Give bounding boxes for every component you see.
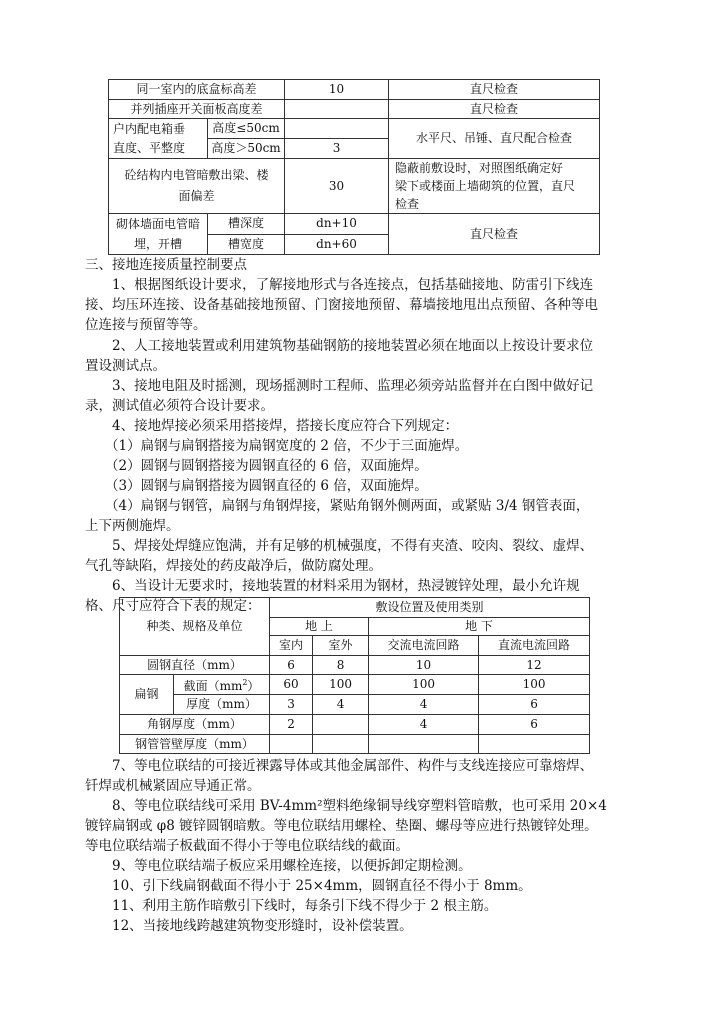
paragraph-line: 1、根据图纸设计要求，了解接地形式与各连接点，包括基础接地、防雷引下线连 <box>112 277 594 293</box>
table-cell <box>389 159 600 214</box>
table-cell: 并列插座开关面板高度差 <box>109 100 285 119</box>
table-cell: 圆钢直径（mm） <box>120 656 270 675</box>
table-cell: 扁钢 <box>120 675 174 715</box>
table-cell: 角钢厚度（mm） <box>120 715 270 735</box>
paragraph-line: 等电位联结端子板截面不得小于等电位联结线的截面。 <box>85 838 409 854</box>
table-cell <box>174 675 270 695</box>
table-cell: 钢管管壁厚度（mm） <box>120 735 270 754</box>
paragraph-line: （1）扁钢与扁钢搭接为扁钢宽度的 2 倍，不少于三面施焊。 <box>105 438 469 454</box>
table-cell <box>369 735 479 754</box>
table-cell: 6 <box>479 715 590 735</box>
paragraph-line: 10、引下线扁钢截面不得小于 25×4mm，圆钢直径不得小于 8mm。 <box>112 878 532 894</box>
paragraph-line: 镀锌扁钢或 φ8 镀锌圆钢暗敷。等电位联结用螺栓、垫圈、螺母等应进行热镀锌处理。 <box>85 818 598 834</box>
table-cell: 3 <box>270 695 313 715</box>
table-cell <box>109 119 208 159</box>
table-row <box>109 159 600 214</box>
table-cell: 12 <box>479 656 590 675</box>
table-cell <box>479 735 590 754</box>
cell-line: 梁下或楼面上墙砌筑的位置，直尺 <box>395 179 576 193</box>
paragraph-line: 上下两侧施焊。 <box>85 518 180 534</box>
table-header: 种类、规格及单位 <box>120 598 270 656</box>
paragraph-line: 2、人工接地装置或利用建筑物基础钢筋的接地装置必须在地面以上按设计要求位 <box>112 338 594 354</box>
table-row <box>109 214 600 235</box>
cell-text: ） <box>247 679 260 693</box>
paragraph-line: 位连接与预留等等。 <box>85 317 207 333</box>
table-header: 室外 <box>313 636 369 656</box>
table-cell: 10 <box>285 80 389 100</box>
table-header: 交流电流回路 <box>369 636 479 656</box>
tolerance-table <box>108 79 600 255</box>
table-row <box>120 675 590 695</box>
table-row <box>120 715 590 735</box>
section-title: 三、接地连接质量控制要点 <box>85 257 247 273</box>
table-row <box>120 735 590 754</box>
table-cell <box>285 119 389 139</box>
cell-line: 砌体墙面电管暗 <box>115 217 200 231</box>
cell-line: 隐蔽前敷设时，对照图纸确定好 <box>395 161 564 175</box>
cell-line: 检查 <box>395 197 420 211</box>
paragraph-line: （4）扁钢与钢管，扁钢与角钢焊接，紧贴角钢外侧两面，或紧贴 3/4 钢管表面， <box>105 498 590 514</box>
cell-text: 截面（mm <box>183 679 243 693</box>
superscript: 2 <box>242 678 248 687</box>
paragraph-line: 气孔等缺陷，焊接处的药皮敲净后，做防腐处理。 <box>85 558 382 574</box>
table-row <box>120 598 590 618</box>
table-cell: 4 <box>313 695 369 715</box>
paragraph-line: 12、当接地线跨越建筑物变形缝时，设补偿装置。 <box>112 918 413 934</box>
paragraph-line: 接、均压环连接、设备基础接地预留、门窗接地预留、幕墙接地甩出点预留、各种等电 <box>85 297 598 313</box>
table-cell: 槽宽度 <box>208 234 285 255</box>
paragraph-line: （2）圆钢与圆钢搭接为圆钢直径的 6 倍，双面施焊。 <box>105 458 428 474</box>
table-cell: 6 <box>270 656 313 675</box>
table-cell <box>270 735 313 754</box>
table-cell: 直尺检查 <box>389 80 600 100</box>
cell-line: 户内配电箱垂 <box>113 121 186 136</box>
cell-line: 面偏差 <box>178 189 215 203</box>
table-cell: 8 <box>313 656 369 675</box>
paragraph-line: 置设测试点。 <box>85 358 166 374</box>
table-cell: dn+10 <box>285 214 389 235</box>
table-cell: 槽深度 <box>208 214 285 235</box>
table-cell: 60 <box>270 675 313 695</box>
paragraph-line: 7、等电位联结的可接近裸露导体或其他金属部件、构件与支线连接应可靠熔焊、 <box>112 758 594 774</box>
table-row <box>120 695 590 715</box>
table-header: 地 下 <box>369 618 590 636</box>
table-cell: 直尺检查 <box>389 100 600 119</box>
table-cell: 3 <box>285 139 389 159</box>
table-cell: dn+60 <box>285 234 389 255</box>
paragraph-line: 钎焊或机械紧固应导通正常。 <box>85 778 261 794</box>
cell-line: 直度、平整度 <box>113 140 186 155</box>
table-cell: 100 <box>369 675 479 695</box>
table-header: 直流电流回路 <box>479 636 590 656</box>
table-header: 室内 <box>270 636 313 656</box>
table-cell: 100 <box>479 675 590 695</box>
paragraph-line: 9、等电位联结端子板应采用螺栓连接，以便拆卸定期检测。 <box>112 858 472 874</box>
table-header: 地 上 <box>270 618 369 636</box>
table-cell: 4 <box>369 695 479 715</box>
cell-line: 砼结构内电管暗敷出梁、楼 <box>124 168 269 182</box>
table-row <box>109 100 600 119</box>
table-cell: 2 <box>270 715 313 735</box>
table-cell: 高度＞50cm <box>208 139 285 159</box>
paragraph-line: 8、等电位联结线可采用 BV-4mm²塑料绝缘铜导线穿塑料管暗敷，也可采用 20×4 <box>112 798 607 814</box>
table-cell: 100 <box>313 675 369 695</box>
table-cell: 30 <box>285 159 389 214</box>
table-header: 敷设位置及使用类别 <box>270 598 590 618</box>
paragraph-line: 6、当设计无要求时，接地装置的材料采用为钢材，热浸镀锌处理，最小允许规 <box>112 578 580 594</box>
paragraph-line: 录，测试值必须符合设计要求。 <box>85 398 274 414</box>
paragraph-line: （3）圆钢与扁钢搭接为圆钢直径的 6 倍，双面施焊。 <box>105 478 428 494</box>
steel-spec-table <box>119 597 590 754</box>
table-cell <box>109 159 285 214</box>
paragraph-line: 格、尺寸应符合下表的规定： <box>85 598 261 614</box>
table-cell: 高度≤50cm <box>208 119 285 139</box>
table-cell <box>109 214 208 255</box>
table-cell: 厚度（mm） <box>174 695 270 715</box>
table-cell: 直尺检查 <box>389 214 600 255</box>
paragraph-line: 3、接地电阻及时摇测，现场摇测时工程师、监理必须旁站监督并在白图中做好记 <box>112 378 594 394</box>
table-cell <box>313 715 369 735</box>
table-cell: 4 <box>369 715 479 735</box>
table-cell: 同一室内的底盒标高差 <box>109 80 285 100</box>
paragraph-line: 4、接地焊接必须采用搭接焊，搭接长度应符合下列规定： <box>112 418 459 434</box>
table-row <box>109 119 600 139</box>
table-row <box>120 656 590 675</box>
paragraph-line: 5、焊接处焊缝应饱满，并有足够的机械强度，不得有夹渣、咬肉、裂纹、虚焊、 <box>112 538 594 554</box>
table-cell: 6 <box>479 695 590 715</box>
table-row <box>109 80 600 100</box>
table-cell <box>313 735 369 754</box>
paragraph-line: 11、利用主筋作暗敷引下线时，每条引下线不得少于 2 根主筋。 <box>112 898 498 914</box>
table-cell <box>285 100 389 119</box>
table-cell: 水平尺、吊锤、直尺配合检查 <box>389 119 600 159</box>
table-cell: 10 <box>369 656 479 675</box>
cell-line: 埋，开槽 <box>133 237 182 251</box>
